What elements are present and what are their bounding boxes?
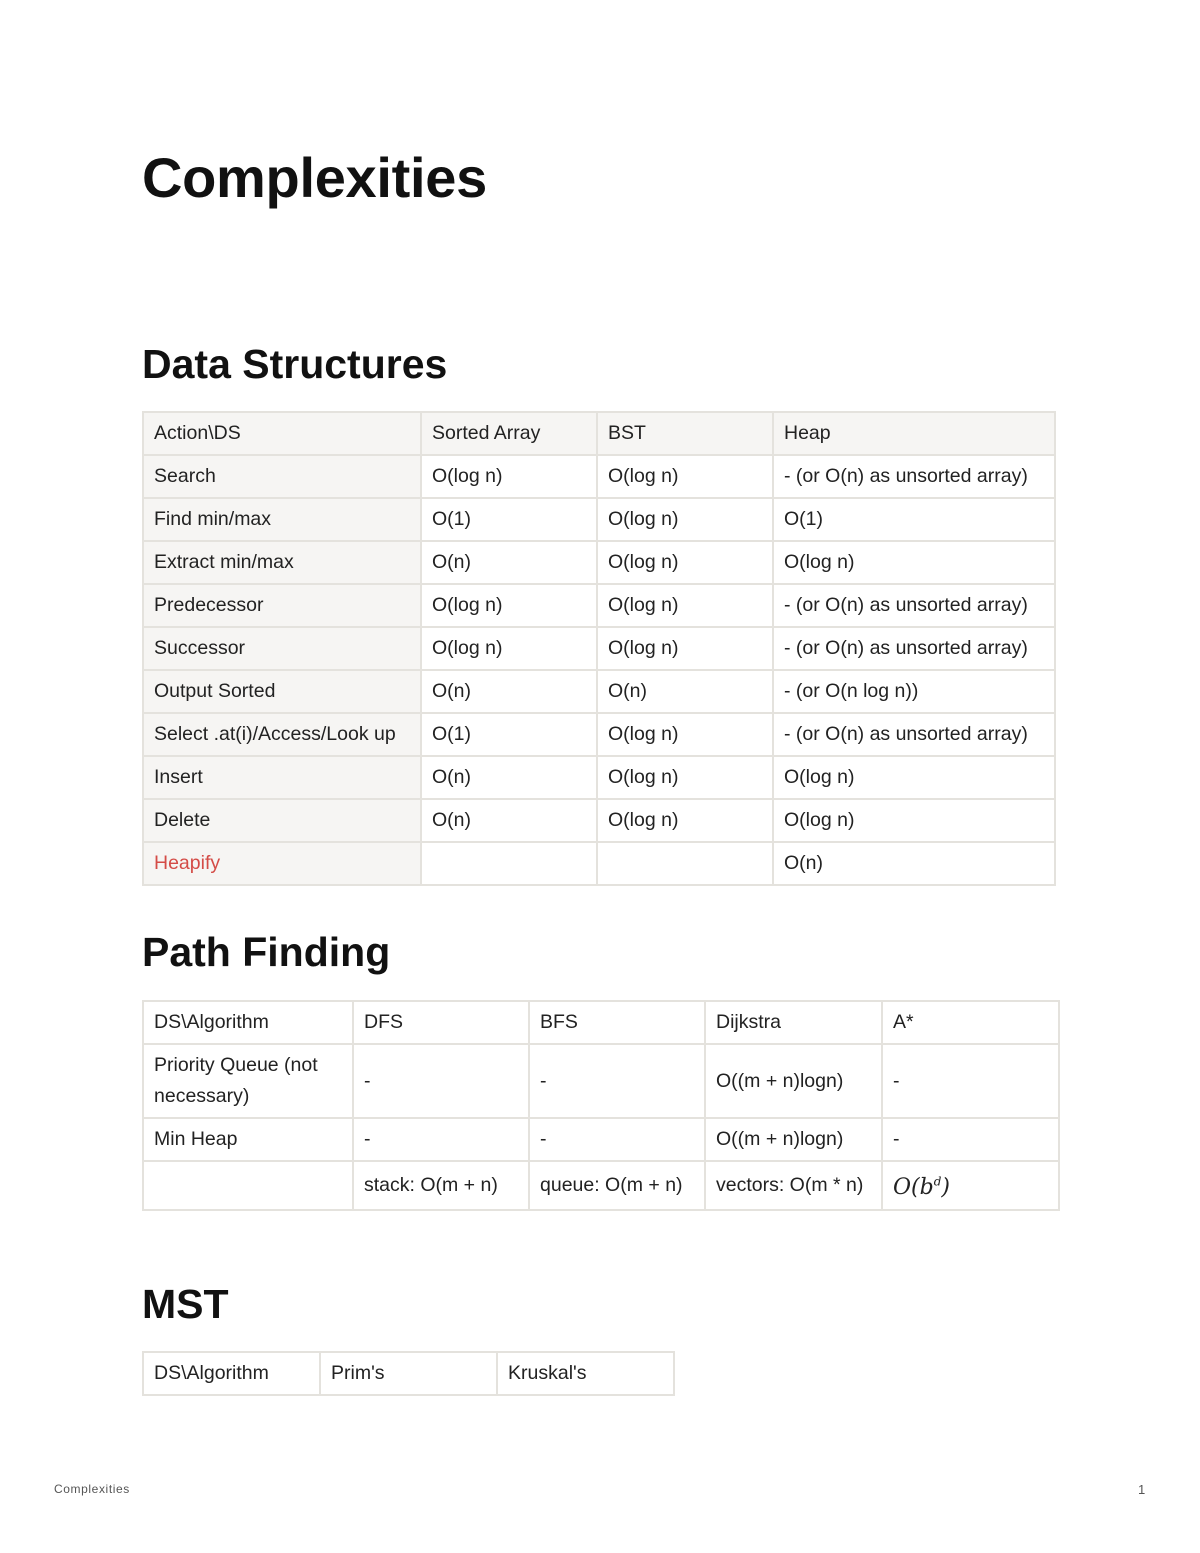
table-cell [421,842,597,885]
section-heading-path-finding: Path Finding [142,929,391,975]
table-row [143,541,1055,584]
table-cell: O(1) [421,713,597,756]
table-header-cell: BFS [529,1001,705,1044]
table-header-cell: DFS [353,1001,529,1044]
math-suffix: ) [941,1175,950,1201]
data-structures-table [142,411,1056,886]
table-cell: O(log n) [773,541,1055,584]
row-label: Insert [143,756,421,799]
table-cell: - (or O(n) as unsorted array) [773,584,1055,627]
table-cell: - [529,1118,705,1161]
footer-page-number: 1 [1138,1482,1146,1497]
table-cell: O((m + n)logn) [705,1118,882,1161]
table-cell: queue: O(m + n) [529,1161,705,1210]
path-finding-table [142,1000,1060,1211]
table-header-cell: Dijkstra [705,1001,882,1044]
row-label: Successor [143,627,421,670]
table-cell: O(n) [421,756,597,799]
table-header-cell: Sorted Array [421,412,597,455]
table-cell: O(log n) [597,713,773,756]
table-cell [597,842,773,885]
row-label: Min Heap [143,1118,353,1161]
math-prefix: O( [893,1175,920,1201]
table-header-cell: Action\DS [143,412,421,455]
table-cell: O(log n) [597,756,773,799]
table-cell: O(log n) [597,455,773,498]
table-cell: - [882,1044,1059,1118]
table-header-row [143,1352,674,1395]
table-cell: - (or O(n) as unsorted array) [773,455,1055,498]
table-cell: O(n) [597,670,773,713]
table-header-row [143,412,1055,455]
table-row [143,1044,1059,1118]
table-cell: O(log n) [421,455,597,498]
table-row [143,842,1055,885]
table-cell: O(log n) [421,584,597,627]
row-label-heapify: Heapify [143,842,421,885]
row-label: Output Sorted [143,670,421,713]
table-cell: - [529,1044,705,1118]
section-heading-data-structures: Data Structures [142,341,448,387]
mst-table [142,1351,675,1396]
table-row [143,627,1055,670]
table-row [143,1118,1059,1161]
table-cell: O(log n) [773,799,1055,842]
table-cell: O(1) [421,498,597,541]
table-header-cell: DS\Algorithm [143,1352,320,1395]
table-cell: - [882,1118,1059,1161]
table-header-cell: Prim's [320,1352,497,1395]
table-row [143,799,1055,842]
table-header-cell: Kruskal's [497,1352,674,1395]
table-cell: O(log n) [597,541,773,584]
table-cell: vectors: O(m * n) [705,1161,882,1210]
table-cell: O(log n) [773,756,1055,799]
table-cell: - (or O(n) as unsorted array) [773,713,1055,756]
table-header-row [143,1001,1059,1044]
table-cell: O(n) [421,799,597,842]
table-cell: stack: O(m + n) [353,1161,529,1210]
math-cell [882,1161,1059,1210]
row-label: Priority Queue (not necessary) [143,1044,353,1118]
table-row [143,713,1055,756]
table-header-cell: DS\Algorithm [143,1001,353,1044]
table-cell: O(log n) [597,627,773,670]
table-header-cell: A* [882,1001,1059,1044]
table-row [143,584,1055,627]
row-label: Search [143,455,421,498]
table-cell: - (or O(n) as unsorted array) [773,627,1055,670]
table-cell: O(log n) [597,584,773,627]
table-header-cell: BST [597,412,773,455]
row-label: Predecessor [143,584,421,627]
table-cell: O(log n) [597,498,773,541]
table-cell: - [353,1044,529,1118]
table-cell: O(log n) [421,627,597,670]
math-expression [893,1175,950,1200]
table-cell: O(log n) [597,799,773,842]
row-label: Select .at(i)/Access/Look up [143,713,421,756]
table-cell: O(1) [773,498,1055,541]
table-row [143,756,1055,799]
table-row [143,498,1055,541]
table-row [143,670,1055,713]
section-heading-mst: MST [142,1281,229,1327]
table-cell: O(n) [421,541,597,584]
row-label: Delete [143,799,421,842]
page-title: Complexities [142,146,487,209]
row-label: Extract min/max [143,541,421,584]
table-cell: - [353,1118,529,1161]
table-cell: O((m + n)logn) [705,1044,882,1118]
table-cell: O(n) [421,670,597,713]
table-header-cell: Heap [773,412,1055,455]
row-label: Find min/max [143,498,421,541]
table-row [143,1161,1059,1210]
table-row [143,455,1055,498]
math-exponent: d [933,1175,942,1189]
table-cell: O(n) [773,842,1055,885]
row-label [143,1161,353,1210]
table-cell: - (or O(n log n)) [773,670,1055,713]
footer-document-title: Complexities [54,1482,130,1496]
math-base: b [919,1175,934,1201]
